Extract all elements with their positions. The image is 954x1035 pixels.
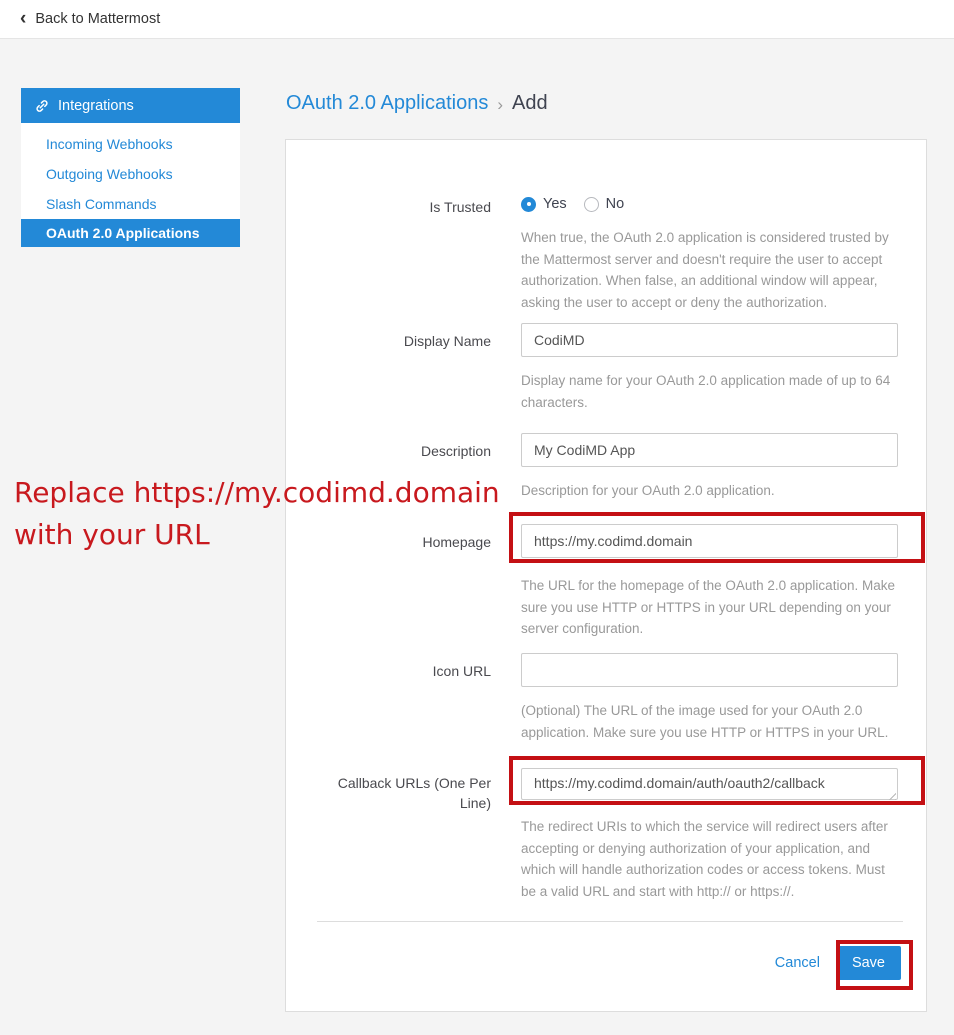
- cancel-button[interactable]: Cancel: [774, 955, 820, 971]
- description-label: Description: [420, 443, 491, 459]
- icon-url-label: Icon URL: [432, 663, 491, 679]
- breadcrumb: [286, 92, 548, 115]
- footer-divider: [317, 921, 903, 922]
- display-name-row: [316, 323, 898, 413]
- icon-url-input[interactable]: [521, 653, 898, 687]
- description-input[interactable]: [521, 433, 898, 467]
- is-trusted-row: [316, 188, 898, 313]
- display-name-input[interactable]: [521, 323, 898, 357]
- icon-url-help: (Optional) The URL of the image used for your OAuth 2.0 application. Make sure you use HTTP or HTTPS in your URL.: [521, 703, 889, 740]
- callback-urls-row: [316, 768, 898, 902]
- display-name-help: Display name for your OAuth 2.0 application made of up to 64 characters.: [521, 373, 891, 410]
- back-chevron-icon: ‹: [20, 7, 27, 29]
- homepage-help: The URL for the homepage of the OAuth 2.0 application. Make sure you use HTTP or HTTPS in your URL depending on your server configuration.: [521, 578, 895, 637]
- integrations-sidebar: [21, 88, 240, 247]
- is-trusted-no-radio[interactable]: [584, 196, 625, 212]
- breadcrumb-separator-icon: ›: [497, 94, 504, 114]
- top-bar: [0, 0, 954, 39]
- homepage-input[interactable]: [521, 524, 898, 558]
- sidebar-header-integrations[interactable]: [21, 88, 240, 123]
- sidebar-header-label: Integrations: [58, 97, 134, 114]
- description-help: Description for your OAuth 2.0 application.: [521, 483, 775, 498]
- is-trusted-label: Is Trusted: [429, 199, 491, 215]
- sidebar-item-slash-commands[interactable]: Slash Commands: [46, 196, 157, 212]
- radio-unselected-icon: [584, 197, 599, 212]
- callback-urls-label: Callback URLs (One Per Line): [337, 775, 491, 812]
- back-link-label: Back to Mattermost: [35, 11, 161, 27]
- footer-actions: [775, 946, 901, 980]
- breadcrumb-current: Add: [512, 92, 548, 114]
- display-name-label: Display Name: [403, 333, 491, 349]
- save-button[interactable]: Save: [836, 946, 901, 980]
- link-icon: [35, 99, 49, 113]
- is-trusted-radio-group: [521, 188, 898, 212]
- is-trusted-help: When true, the OAuth 2.0 application is considered trusted by the Mattermost server and doesn't require the user to accept authorization. When false, an additional window will appear, asking the user to accept or deny the authorization.: [521, 230, 889, 310]
- is-trusted-yes-label: Yes: [543, 196, 567, 212]
- sidebar-item-outgoing-webhooks[interactable]: Outgoing Webhooks: [46, 166, 173, 182]
- annotation-note-text: Replace https://my.codimd.domain with your URL: [14, 476, 500, 551]
- sidebar-item-list: [21, 123, 240, 247]
- sidebar-item-oauth-applications[interactable]: OAuth 2.0 Applications: [21, 219, 240, 247]
- callback-urls-help: The redirect URIs to which the service will redirect users after accepting or denying authorization of your application, and which will handle authorization codes or access tokens. Must be a valid URL and start with http:// or https://.: [521, 819, 888, 899]
- breadcrumb-parent-link[interactable]: OAuth 2.0 Applications: [286, 92, 489, 114]
- is-trusted-yes-radio[interactable]: [521, 196, 567, 212]
- icon-url-row: [316, 653, 898, 743]
- callback-urls-textarea[interactable]: [521, 768, 898, 800]
- sidebar-item-incoming-webhooks[interactable]: Incoming Webhooks: [46, 136, 173, 152]
- homepage-label: Homepage: [422, 534, 491, 550]
- back-to-mattermost-link[interactable]: [20, 7, 161, 29]
- is-trusted-no-label: No: [605, 196, 625, 212]
- radio-selected-icon: [521, 197, 536, 212]
- oauth-add-form-panel: [285, 139, 927, 1012]
